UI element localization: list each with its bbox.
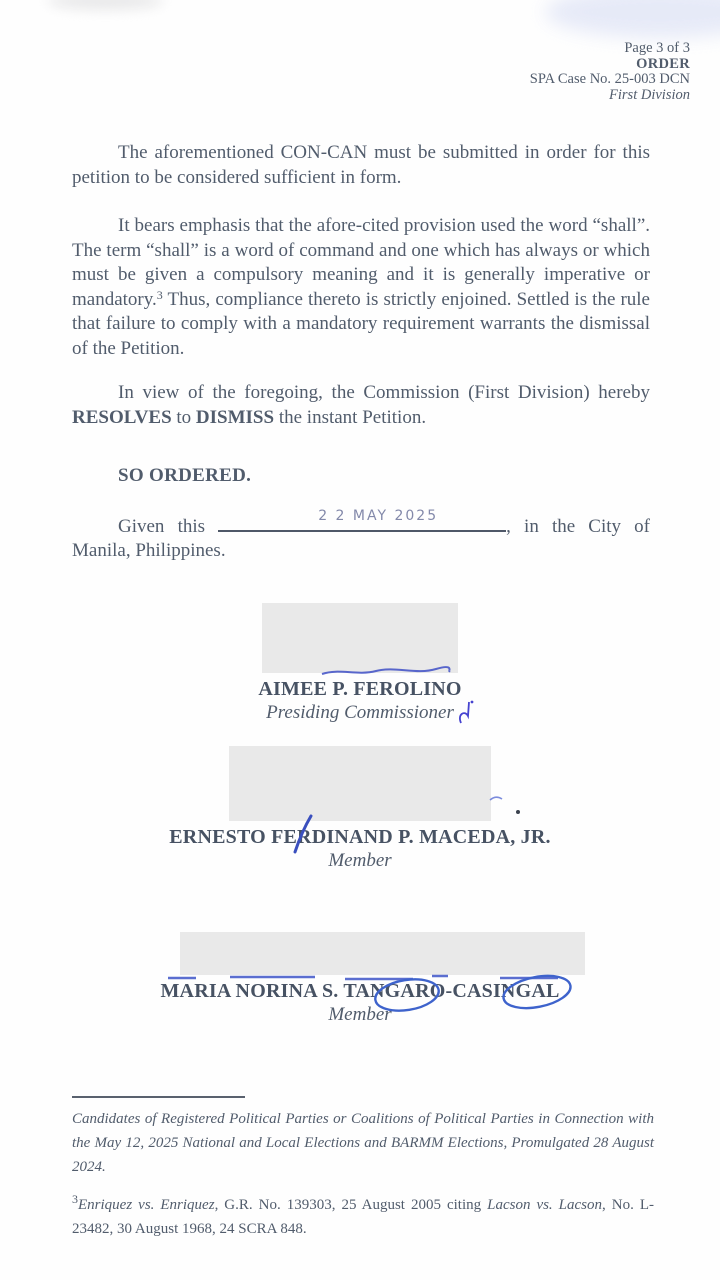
signatory-name: AIMEE P. FEROLINO — [258, 678, 462, 700]
paragraph-con-can — [72, 141, 650, 190]
date-stamp: 2 2 MAY 2025 — [318, 508, 439, 524]
paragraph-text: , in the City of Manila, Philippines. — [72, 515, 650, 561]
resolves-emphasis: RESOLVES — [72, 406, 172, 428]
signatory-title: Presiding Commissioner — [266, 702, 454, 723]
division-label: First Division — [609, 86, 690, 103]
document-type: ORDER — [636, 55, 690, 72]
footnote-section — [72, 1096, 654, 1241]
footnote-text: , G.R. No. 139303, 25 August 2005 citing — [214, 1197, 488, 1213]
signatory-title: Member — [328, 1004, 392, 1025]
redacted-signature-box — [180, 932, 585, 975]
signature-block-tangaro-casingal — [0, 932, 720, 1026]
scan-smudge-top-left — [48, 0, 163, 10]
case-citation: Enriquez vs. Enriquez — [78, 1197, 215, 1213]
given-date-paragraph — [72, 510, 650, 564]
case-number: SPA Case No. 25-003 DCN — [529, 71, 690, 87]
signature-section — [0, 603, 720, 1026]
redacted-signature-box — [262, 603, 458, 673]
footnote-reference: 3 — [156, 287, 163, 302]
document-body — [72, 141, 650, 564]
ink-stray-mark — [488, 794, 528, 818]
paragraph-text: Thus, compliance thereto is strictly enjoined. Settled is the rule that failure to comply with a mandatory requirement warrants the dismissal of the Petition. — [72, 288, 650, 359]
signature-block-maceda — [0, 746, 720, 872]
case-citation: Lacson vs. Lacson — [487, 1197, 603, 1213]
signature-block-ferolino — [0, 603, 720, 724]
footnote-continuation: Candidates of Registered Political Parties or Coalitions of Political Parties in Connection with the May 12, 2025 National and Local Elections and BARMM Elections, Promulgated 28 August 2024. — [72, 1111, 654, 1175]
paragraph-text: to — [171, 406, 196, 428]
paragraph-text: It bears emphasis that the afore-cited provision used the word “shall”. The term “shall” is a word of command and one which has always or which must be given a compulsory meaning and it is generally imperative or mandatory. — [72, 215, 650, 310]
paragraph-text: The aforementioned CON-CAN must be submitted in order for this petition to be considered sufficient in form. — [72, 142, 650, 188]
signatory-title: Member — [328, 850, 392, 871]
date-blank-line — [218, 510, 506, 532]
footnote-text: , No. L-23482, 30 August 1968, 24 SCRA 848. — [72, 1197, 655, 1237]
document-header — [530, 41, 690, 103]
footnote-citation — [72, 1193, 654, 1241]
paragraph-text: Given this — [118, 515, 219, 537]
signatory-name: ERNESTO FERDINAND P. MACEDA, JR. — [169, 826, 551, 848]
footnote-number: 3 — [72, 1192, 78, 1206]
dismiss-emphasis: DISMISS — [195, 406, 275, 428]
so-ordered-line: SO ORDERED. — [118, 465, 252, 486]
page-number: Page 3 of 3 — [624, 40, 690, 56]
paragraph-resolution — [72, 381, 650, 430]
paragraph-text: the instant Petition. — [274, 406, 427, 428]
redacted-signature-box — [229, 746, 491, 821]
footnote-separator — [72, 1096, 245, 1098]
scan-smudge-top-right — [545, 0, 720, 38]
paragraph-shall — [72, 214, 650, 361]
paragraph-text: In view of the foregoing, the Commission (First Division) hereby — [118, 382, 650, 403]
signatory-name: MARIA NORINA S. TANGARO-CASINGAL — [160, 980, 560, 1002]
